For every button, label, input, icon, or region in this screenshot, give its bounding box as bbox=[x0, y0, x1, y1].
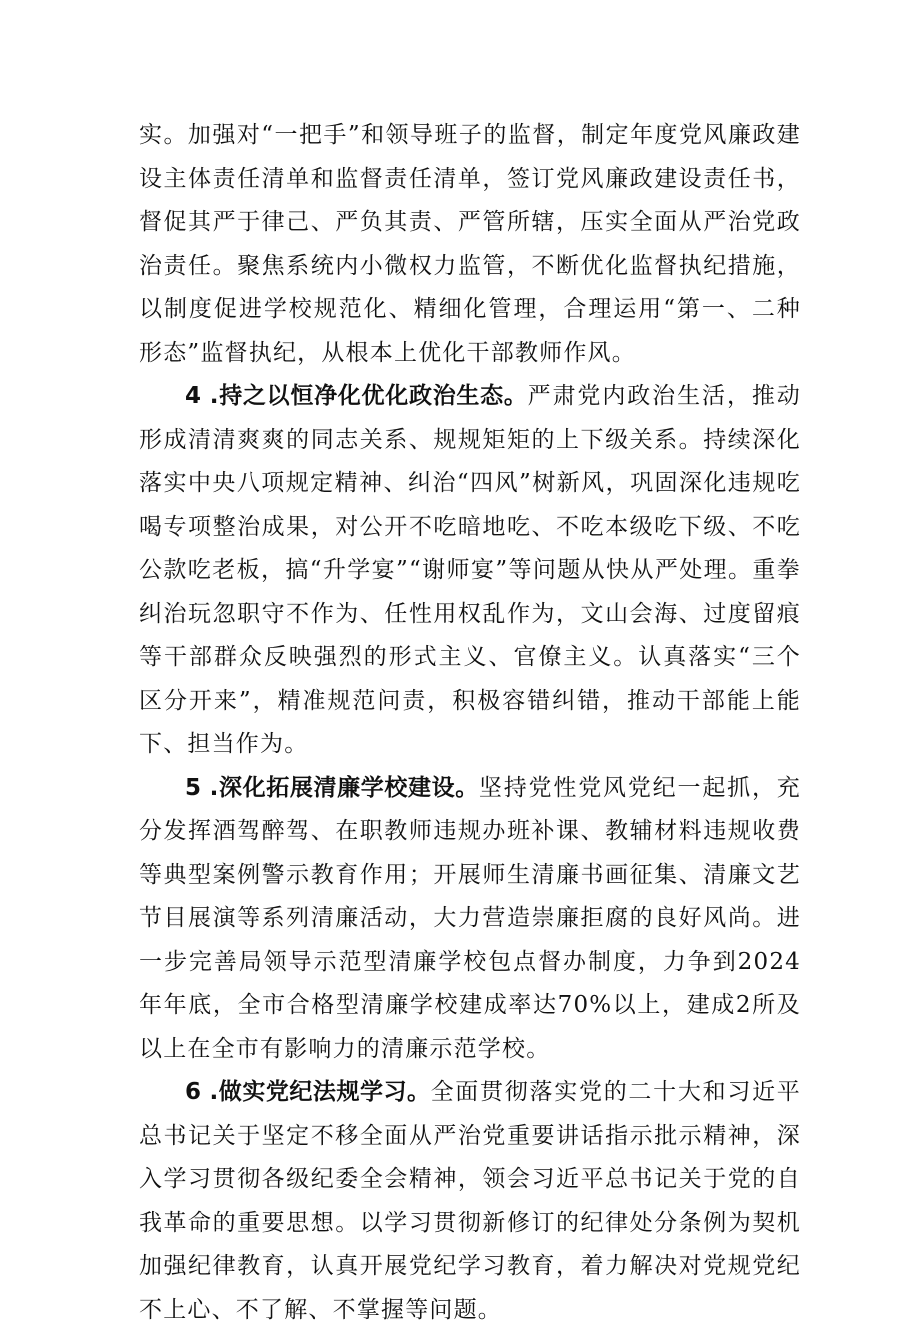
paragraph-heading: 6 .做实党纪法规学习。 bbox=[185, 1079, 431, 1105]
paragraph-body: 实。加强对“一把手”和领导班子的监督，制定年度党风廉政建设主体责任清单和监督责任清单，签订党风廉政建设责任书，督促其严于律己、严负其责、严管所辖，压实全面从严治党政治责任。聚焦系统内小微权力监管，不断优化监督执纪措施，以制度促进学校规范化、精细化管理，合理运用“第一、二种形态”监督执纪，从根本上优化干部教师作风。 bbox=[139, 122, 801, 366]
paragraph-item-5 bbox=[139, 767, 801, 1072]
paragraph-item-4 bbox=[139, 375, 801, 767]
paragraph-body: 坚持党性党风党纪一起抓，充分发挥酒驾醉驾、在职教师违规办班补课、教辅材料违规收费等典型案例警示教育作用；开展师生清廉书画征集、清廉文艺节目展演等系列清廉活动，大力营造崇廉拒腐的良好风尚。进一步完善局领导示范型清廉学校包点督办制度，力争到2024年年底，全市合格型清廉学校建成率达70%以上，建成2所及以上在全市有影响力的清廉示范学校。 bbox=[139, 774, 801, 1062]
paragraph-body: 严肃党内政治生活，推动形成清清爽爽的同志关系、规规矩矩的上下级关系。持续深化落实中央八项规定精神、纠治“四风”树新风，巩固深化违规吃喝专项整治成果，对公开不吃暗地吃、不吃本级吃下级、不吃公款吃老板，搞“升学宴”“谢师宴”等问题从快从严处理。重拳纠治玩忽职守不作为、任性用权乱作为，文山会海、过度留痕等干部群众反映强烈的形式主义、官僚主义。认真落实“三个区分开来”，精准规范问责，积极容错纠错，推动干部能上能下、担当作为。 bbox=[139, 383, 801, 757]
paragraph-heading: 4 .持之以恒净化优化政治生态。 bbox=[185, 383, 528, 409]
paragraph-heading: 5 .深化拓展清廉学校建设。 bbox=[185, 774, 479, 801]
paragraph-body: 全面贯彻落实党的二十大和习近平总书记关于坚定不移全面从严治党重要讲话指示批示精神，深入学习贯彻各级纪委全会精神，领会习近平总书记关于党的自我革命的重要思想。以学习贯彻新修订的纪律处分条例为契机加强纪律教育，认真开展党纪学习教育，着力解决对党规党纪不上心、不了解、不掌握等问题。 bbox=[139, 1079, 801, 1323]
paragraph-item-6 bbox=[139, 1071, 801, 1332]
paragraph-continuation bbox=[139, 114, 801, 375]
document-body bbox=[139, 114, 801, 1332]
